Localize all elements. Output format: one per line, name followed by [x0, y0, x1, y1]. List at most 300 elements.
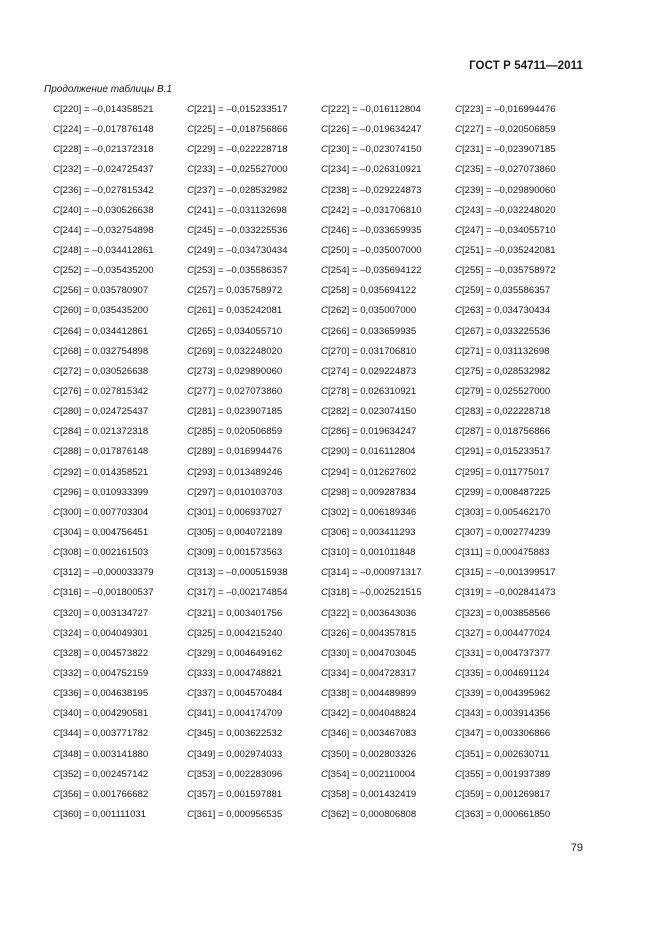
coefficient-entry — [53, 563, 187, 583]
coefficient-entry — [321, 503, 455, 523]
coefficient-entry — [53, 765, 187, 785]
coefficient-value: [343] = 0,003914356 — [461, 708, 551, 720]
coefficient-entry — [455, 724, 589, 744]
coefficient-entry — [455, 684, 589, 704]
coefficient-value: [338] = 0,004489899 — [327, 688, 417, 700]
coefficient-value: [224] = –0,017876148 — [59, 124, 154, 136]
coefficient-entry — [53, 442, 187, 462]
coefficient-symbol: C — [455, 325, 462, 337]
coefficient-value: [264] = 0,034412861 — [59, 325, 149, 337]
coefficient-entry — [187, 221, 321, 241]
coefficient-entry — [321, 765, 455, 785]
coefficient-symbol: C — [187, 547, 194, 559]
coefficient-symbol: C — [187, 204, 194, 216]
coefficient-symbol: C — [455, 808, 462, 820]
coefficient-value: [223] = –0,016994476 — [461, 104, 556, 115]
coefficient-entry — [187, 805, 321, 825]
coefficient-symbol: C — [53, 526, 60, 538]
coefficient-entry — [53, 221, 187, 241]
coefficient-value: [321] = 0,003401756 — [193, 607, 283, 619]
coefficient-entry — [455, 160, 589, 180]
table-caption: Продолжение таблицы В.1 — [44, 84, 172, 95]
coefficient-symbol: C — [187, 627, 194, 639]
coefficient-symbol: C — [321, 486, 328, 498]
coefficient-symbol: C — [455, 708, 462, 720]
coefficient-entry — [53, 624, 187, 644]
coefficient-value: [287] = 0,018756866 — [461, 426, 551, 438]
coefficient-symbol: C — [187, 365, 194, 377]
coefficient-entry — [455, 543, 589, 563]
coefficient-entry — [321, 704, 455, 724]
coefficient-symbol: C — [187, 506, 194, 518]
coefficient-symbol: C — [187, 406, 194, 418]
coefficient-symbol: C — [53, 667, 60, 679]
coefficient-value: [284] = 0,021372318 — [59, 426, 149, 438]
coefficient-entry — [455, 100, 589, 120]
coefficient-value: [333] = 0,004748821 — [193, 667, 283, 679]
coefficient-symbol: C — [321, 688, 328, 700]
coefficient-value: [291] = 0,015233517 — [461, 446, 551, 458]
coefficient-value: [309] = 0,001573563 — [193, 547, 283, 559]
coefficient-entry — [53, 503, 187, 523]
coefficient-entry — [187, 745, 321, 765]
coefficient-entry — [455, 322, 589, 342]
coefficient-entry — [455, 483, 589, 503]
coefficient-entry — [455, 221, 589, 241]
coefficient-value: [240] = –0,030526638 — [59, 204, 154, 216]
coefficient-symbol: C — [187, 587, 194, 599]
coefficient-value: [357] = 0,001597881 — [193, 788, 283, 800]
coefficient-value: [358] = 0,001432419 — [327, 788, 417, 800]
coefficient-value: [226] = –0,019634247 — [327, 124, 422, 136]
coefficient-symbol: C — [321, 627, 328, 639]
coefficient-symbol: C — [455, 607, 462, 619]
coefficient-value: [350] = 0,002803326 — [327, 748, 417, 760]
coefficient-symbol: C — [321, 365, 328, 377]
coefficient-symbol: C — [321, 446, 328, 458]
coefficient-value: [323] = 0,003858566 — [461, 607, 551, 619]
coefficient-value: [355] = 0,001937389 — [461, 768, 551, 780]
coefficient-value: [268] = 0,032754898 — [59, 345, 149, 357]
coefficient-entry — [455, 644, 589, 664]
coefficient-entry — [53, 724, 187, 744]
coefficient-symbol: C — [455, 244, 462, 256]
coefficient-value: [303] = 0,005462170 — [461, 506, 551, 518]
coefficient-entry — [321, 281, 455, 301]
coefficient-entry — [321, 604, 455, 624]
coefficient-entry — [455, 745, 589, 765]
coefficient-entry — [53, 463, 187, 483]
coefficient-value: [237] = –0,028532982 — [193, 184, 288, 196]
coefficient-value: [348] = 0,003141880 — [59, 748, 149, 760]
coefficient-value: [220] = –0,014358521 — [59, 104, 154, 115]
coefficient-symbol: C — [187, 124, 194, 136]
coefficient-value: [249] = –0,034730434 — [193, 244, 288, 256]
coefficient-entry — [187, 523, 321, 543]
coefficient-symbol: C — [53, 728, 60, 740]
coefficient-entry — [321, 382, 455, 402]
coefficient-symbol: C — [187, 104, 194, 115]
coefficient-symbol: C — [53, 567, 60, 579]
coefficient-entry — [455, 805, 589, 825]
coefficient-entry — [187, 624, 321, 644]
coefficient-symbol: C — [53, 365, 60, 377]
coefficient-value: [272] = 0,030526638 — [59, 365, 149, 377]
coefficient-symbol: C — [53, 406, 60, 418]
coefficient-value: [246] = –0,033659935 — [327, 224, 422, 236]
coefficient-entry — [455, 422, 589, 442]
coefficient-value: [276] = 0,027815342 — [59, 385, 149, 397]
coefficient-value: [297] = 0,010103703 — [193, 486, 283, 498]
coefficient-symbol: C — [187, 144, 194, 156]
coefficient-entry — [455, 261, 589, 281]
coefficient-entry — [455, 201, 589, 221]
coefficient-entry — [321, 745, 455, 765]
coefficient-entry — [187, 100, 321, 120]
coefficient-symbol: C — [455, 748, 462, 760]
coefficient-value: [347] = 0,003306866 — [461, 728, 551, 740]
page-number: 79 — [570, 842, 583, 854]
coefficient-entry — [53, 604, 187, 624]
coefficient-value: [261] = 0,035242081 — [193, 305, 283, 317]
coefficient-value: [238] = –0,029224873 — [327, 184, 422, 196]
coefficient-symbol: C — [187, 385, 194, 397]
coefficient-value: [274] = 0,029224873 — [327, 365, 417, 377]
coefficient-entry — [321, 140, 455, 160]
coefficient-symbol: C — [187, 446, 194, 458]
coefficient-entry — [53, 181, 187, 201]
coefficient-value: [341] = 0,004174709 — [193, 708, 283, 720]
coefficient-value: [296] = 0,010933399 — [59, 486, 149, 498]
coefficient-value: [273] = 0,029890060 — [193, 365, 283, 377]
coefficient-entry — [53, 201, 187, 221]
coefficient-symbol: C — [321, 285, 328, 297]
coefficient-value: [289] = 0,016994476 — [193, 446, 283, 458]
coefficient-entry — [53, 322, 187, 342]
coefficient-symbol: C — [187, 426, 194, 438]
coefficient-symbol: C — [321, 587, 328, 599]
coefficient-symbol: C — [187, 748, 194, 760]
coefficient-entry — [321, 201, 455, 221]
coefficient-symbol: C — [53, 305, 60, 317]
coefficient-value: [299] = 0,008487225 — [461, 486, 551, 498]
coefficient-symbol: C — [53, 748, 60, 760]
coefficient-symbol: C — [321, 526, 328, 538]
coefficient-symbol: C — [455, 345, 462, 357]
coefficient-value: [290] = 0,016112804 — [327, 446, 416, 458]
coefficient-entry — [321, 442, 455, 462]
coefficient-symbol: C — [53, 708, 60, 720]
coefficient-value: [225] = –0,018756866 — [193, 124, 288, 136]
coefficient-value: [277] = 0,027073860 — [193, 385, 283, 397]
coefficient-entry — [455, 704, 589, 724]
coefficient-symbol: C — [455, 587, 462, 599]
coefficient-value: [318] = –0,002521515 — [327, 587, 422, 599]
coefficient-value: [319] = –0,002841473 — [461, 587, 556, 599]
coefficient-entry — [321, 362, 455, 382]
coefficient-symbol: C — [187, 265, 194, 277]
coefficient-value: [313] = –0,000515938 — [193, 567, 288, 579]
coefficient-entry — [53, 281, 187, 301]
coefficient-symbol: C — [455, 526, 462, 538]
coefficient-entry — [321, 322, 455, 342]
coefficient-value: [231] = –0,023907185 — [461, 144, 556, 156]
coefficient-value: [316] = –0,001800537 — [59, 587, 154, 599]
coefficient-entry — [455, 342, 589, 362]
coefficient-entry — [321, 805, 455, 825]
coefficient-value: [356] = 0,001766682 — [59, 788, 149, 800]
coefficient-symbol: C — [53, 385, 60, 397]
coefficient-entry — [187, 181, 321, 201]
coefficient-value: [298] = 0,009287834 — [327, 486, 417, 498]
coefficient-entry — [187, 261, 321, 281]
coefficient-value: [322] = 0,003643036 — [327, 607, 417, 619]
coefficient-value: [260] = 0,035435200 — [59, 305, 149, 317]
coefficient-symbol: C — [53, 547, 60, 559]
coefficient-symbol: C — [321, 345, 328, 357]
coefficient-value: [331] = 0,004737377 — [461, 647, 551, 659]
coefficient-value: [286] = 0,019634247 — [327, 426, 417, 438]
coefficient-symbol: C — [455, 647, 462, 659]
coefficient-entry — [187, 664, 321, 684]
coefficient-symbol: C — [53, 325, 60, 337]
coefficient-symbol: C — [455, 547, 462, 559]
coefficient-entry — [187, 422, 321, 442]
coefficient-entry — [53, 483, 187, 503]
coefficient-entry — [187, 342, 321, 362]
coefficient-value: [311] = 0,000475883 — [461, 547, 550, 559]
coefficient-value: [241] = –0,031132698 — [193, 204, 287, 216]
coefficient-value: [324] = 0,004049301 — [59, 627, 149, 639]
coefficient-entry — [321, 241, 455, 261]
coefficient-value: [325] = 0,004215240 — [193, 627, 283, 639]
coefficient-symbol: C — [187, 325, 194, 337]
coefficient-value: [336] = 0,004638195 — [59, 688, 149, 700]
coefficient-entry — [187, 402, 321, 422]
coefficient-entry — [187, 604, 321, 624]
coefficient-entry — [455, 382, 589, 402]
coefficient-value: [346] = 0,003467083 — [327, 728, 417, 740]
coefficient-symbol: C — [187, 184, 194, 196]
coefficient-entry — [187, 322, 321, 342]
coefficient-value: [282] = 0,023074150 — [327, 406, 417, 418]
coefficient-symbol: C — [187, 466, 194, 478]
coefficient-value: [252] = –0,035435200 — [59, 265, 154, 277]
coefficient-value: [235] = –0,027073860 — [461, 164, 556, 176]
coefficient-entry — [455, 523, 589, 543]
coefficient-entry — [187, 543, 321, 563]
coefficient-entry — [321, 301, 455, 321]
coefficient-symbol: C — [53, 768, 60, 780]
coefficient-entry — [321, 160, 455, 180]
coefficient-symbol: C — [53, 426, 60, 438]
coefficient-value: [361] = 0,000956535 — [193, 808, 283, 820]
coefficient-entry — [321, 221, 455, 241]
coefficient-entry — [187, 301, 321, 321]
coefficient-symbol: C — [321, 728, 328, 740]
coefficient-entry — [53, 805, 187, 825]
coefficient-symbol: C — [455, 728, 462, 740]
coefficient-symbol: C — [455, 627, 462, 639]
coefficient-entry — [321, 644, 455, 664]
coefficient-value: [227] = –0,020506859 — [461, 124, 556, 136]
coefficient-value: [340] = 0,004290581 — [59, 708, 149, 720]
coefficient-value: [285] = 0,020506859 — [193, 426, 283, 438]
coefficient-value: [244] = –0,032754898 — [59, 224, 154, 236]
coefficient-value: [267] = 0,033225536 — [461, 325, 551, 337]
coefficient-value: [255] = –0,035758972 — [461, 265, 556, 277]
coefficient-value: [293] = 0,013489246 — [193, 466, 283, 478]
coefficient-entry — [321, 543, 455, 563]
coefficient-symbol: C — [187, 728, 194, 740]
coefficient-symbol: C — [321, 466, 328, 478]
coefficient-symbol: C — [455, 446, 462, 458]
coefficient-symbol: C — [187, 788, 194, 800]
coefficient-value: [257] = 0,035758972 — [193, 285, 283, 297]
coefficient-symbol: C — [53, 466, 60, 478]
coefficient-symbol: C — [53, 265, 60, 277]
coefficient-entry — [187, 704, 321, 724]
coefficient-entry — [321, 563, 455, 583]
coefficient-symbol: C — [455, 124, 462, 136]
coefficient-symbol: C — [455, 768, 462, 780]
coefficient-value: [315] = –0,001399517 — [461, 567, 556, 579]
coefficient-value: [234] = –0,026310921 — [327, 164, 422, 176]
coefficient-symbol: C — [455, 184, 462, 196]
coefficient-entry — [53, 583, 187, 603]
coefficient-value: [345] = 0,003622532 — [193, 728, 283, 740]
coefficient-symbol: C — [187, 224, 194, 236]
coefficient-value: [310] = 0,001011848 — [327, 547, 416, 559]
coefficient-symbol: C — [321, 164, 328, 176]
coefficient-symbol: C — [455, 486, 462, 498]
coefficient-symbol: C — [321, 808, 328, 820]
coefficient-symbol: C — [321, 607, 328, 619]
coefficient-value: [232] = –0,024725437 — [59, 164, 154, 176]
coefficient-entry — [53, 362, 187, 382]
coefficient-symbol: C — [455, 385, 462, 397]
coefficient-symbol: C — [455, 426, 462, 438]
coefficient-entry — [187, 503, 321, 523]
coefficient-value: [228] = –0,021372318 — [59, 144, 154, 156]
coefficient-value: [295] = 0,011775017 — [461, 466, 550, 478]
coefficient-value: [265] = 0,034055710 — [193, 325, 283, 337]
coefficient-symbol: C — [187, 305, 194, 317]
coefficient-symbol: C — [321, 426, 328, 438]
coefficient-entry — [53, 261, 187, 281]
coefficient-entry — [321, 583, 455, 603]
coefficient-symbol: C — [321, 244, 328, 256]
coefficient-value: [301] = 0,006937027 — [193, 506, 283, 518]
coefficient-entry — [187, 785, 321, 805]
coefficient-entry — [53, 301, 187, 321]
coefficient-value: [229] = –0,022228718 — [193, 144, 288, 156]
coefficient-value: [300] = 0,007703304 — [59, 506, 149, 518]
coefficient-symbol: C — [53, 486, 60, 498]
coefficient-symbol: C — [321, 406, 328, 418]
coefficient-symbol: C — [321, 768, 328, 780]
coefficient-value: [335] = 0,004691124 — [461, 667, 550, 679]
coefficient-value: [283] = 0,022228718 — [461, 406, 551, 418]
coefficient-value: [236] = –0,027815342 — [59, 184, 154, 196]
coefficient-entry — [455, 785, 589, 805]
coefficient-value: [281] = 0,023907185 — [193, 406, 283, 418]
coefficient-symbol: C — [187, 164, 194, 176]
coefficient-entry — [53, 342, 187, 362]
coefficient-value: [359] = 0,001269817 — [461, 788, 551, 800]
coefficient-entry — [455, 181, 589, 201]
coefficient-entry — [187, 382, 321, 402]
coefficient-symbol: C — [53, 144, 60, 156]
coefficient-symbol: C — [321, 204, 328, 216]
coefficient-symbol: C — [53, 244, 60, 256]
coefficient-value: [330] = 0,004703045 — [327, 647, 417, 659]
coefficient-symbol: C — [455, 265, 462, 277]
coefficient-entry — [53, 241, 187, 261]
coefficient-symbol: C — [53, 788, 60, 800]
coefficient-entry — [53, 120, 187, 140]
coefficient-value: [360] = 0,001111031 — [59, 808, 147, 820]
coefficient-entry — [455, 604, 589, 624]
coefficient-value: [242] = –0,031706810 — [327, 204, 422, 216]
coefficient-entry — [455, 583, 589, 603]
coefficient-symbol: C — [53, 184, 60, 196]
coefficient-value: [263] = 0,034730434 — [461, 305, 551, 317]
coefficient-symbol: C — [455, 144, 462, 156]
coefficient-value: [259] = 0,035586357 — [461, 285, 551, 297]
coefficient-value: [353] = 0,002283096 — [193, 768, 283, 780]
coefficient-value: [288] = 0,017876148 — [59, 446, 149, 458]
coefficient-value: [344] = 0,003771782 — [59, 728, 149, 740]
coefficient-entry — [321, 523, 455, 543]
coefficient-symbol: C — [455, 224, 462, 236]
coefficient-value: [279] = 0,025527000 — [461, 385, 551, 397]
coefficient-table — [53, 100, 593, 825]
coefficient-symbol: C — [187, 808, 194, 820]
coefficient-entry — [321, 624, 455, 644]
coefficient-symbol: C — [187, 667, 194, 679]
coefficient-symbol: C — [321, 104, 328, 115]
coefficient-value: [312] = –0,000033379 — [59, 567, 154, 579]
coefficient-value: [270] = 0,031706810 — [327, 345, 417, 357]
coefficient-value: [278] = 0,026310921 — [327, 385, 417, 397]
coefficient-value: [243] = –0,032248020 — [461, 204, 556, 216]
coefficient-value: [247] = –0,034055710 — [461, 224, 556, 236]
coefficient-symbol: C — [53, 808, 60, 820]
coefficient-symbol: C — [455, 506, 462, 518]
coefficient-symbol: C — [321, 325, 328, 337]
coefficient-value: [254] = –0,035694122 — [327, 265, 422, 277]
coefficient-entry — [53, 422, 187, 442]
coefficient-entry — [321, 785, 455, 805]
coefficient-value: [314] = –0,000971317 — [327, 567, 422, 579]
coefficient-symbol: C — [187, 526, 194, 538]
coefficient-entry — [455, 281, 589, 301]
coefficient-symbol: C — [187, 244, 194, 256]
coefficient-value: [306] = 0,003411293 — [327, 526, 416, 538]
coefficient-symbol: C — [321, 547, 328, 559]
coefficient-value: [230] = –0,023074150 — [327, 144, 422, 156]
coefficient-symbol: C — [187, 486, 194, 498]
coefficient-symbol: C — [455, 204, 462, 216]
coefficient-value: [354] = 0,002110004 — [327, 768, 416, 780]
coefficient-symbol: C — [321, 567, 328, 579]
coefficient-symbol: C — [321, 667, 328, 679]
coefficient-symbol: C — [53, 204, 60, 216]
coefficient-value: [342] = 0,004048824 — [327, 708, 417, 720]
coefficient-entry — [187, 483, 321, 503]
coefficient-value: [294] = 0,012627602 — [327, 466, 417, 478]
